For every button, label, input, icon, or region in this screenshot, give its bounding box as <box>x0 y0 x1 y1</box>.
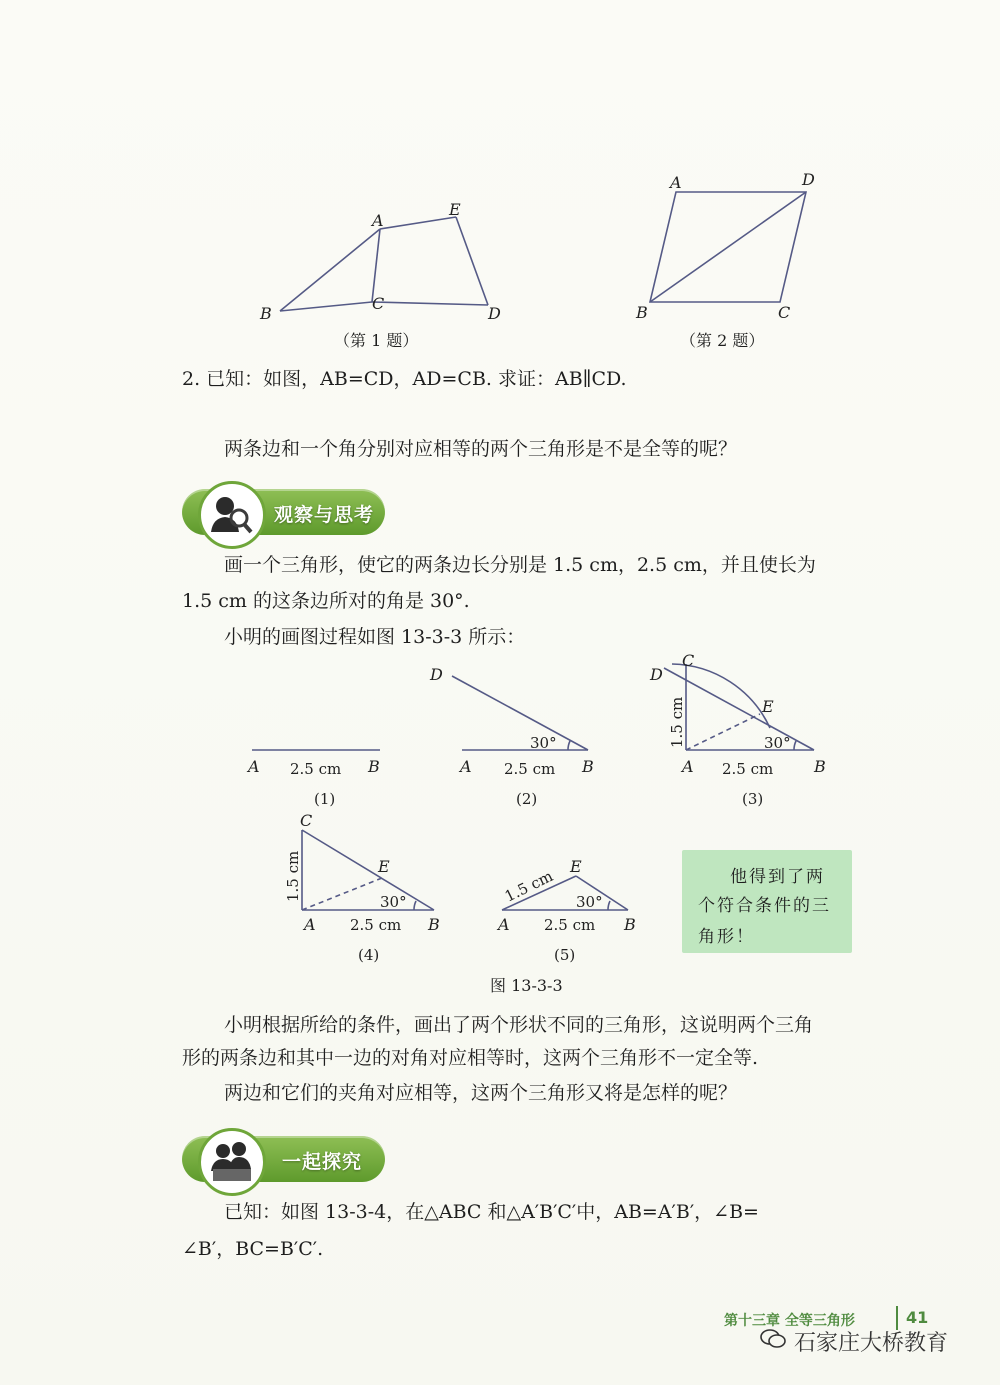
step5-number: (5) <box>554 946 576 964</box>
step4-label-c: C <box>300 811 313 830</box>
fig2-caption: （第 2 题） <box>680 331 765 350</box>
watermark-text: 石家庄大桥教育 <box>794 1331 949 1356</box>
note-line1: 他得到了两 <box>730 867 825 887</box>
para3-line1: 小明根据所给的条件，画出了两个形状不同的三角形，这说明两个三角 <box>224 1014 814 1036</box>
section-banner-observe <box>182 489 385 535</box>
step1-label-b: B <box>368 757 380 776</box>
step1-length: 2.5 cm <box>290 760 342 778</box>
para4-line2: ∠B′，BC=B′C′. <box>182 1238 324 1260</box>
note-line2: 个符合条件的三 <box>698 896 831 916</box>
step5-label-e: E <box>570 857 582 876</box>
figure-exercise-2 <box>630 168 830 328</box>
step2-angle: 30° <box>530 734 557 752</box>
step1-label-a: A <box>248 757 260 776</box>
step5-length-side: 1.5 cm <box>501 866 556 906</box>
step5-label-a: A <box>498 915 510 934</box>
section-banner-explore <box>182 1136 385 1182</box>
exercise-2: 2. 已知：如图，AB=CD，AD=CB. 求证：AB∥CD. <box>182 368 627 390</box>
para4-line1: 已知：如图 13-3-4，在△ABC 和△A′B′C′中，AB=A′B′，∠B= <box>224 1201 759 1223</box>
step4-label-b: B <box>428 915 440 934</box>
step3-angle: 30° <box>764 734 791 752</box>
fig2-label-d: D <box>802 170 815 189</box>
fig1-label-a: A <box>372 211 384 230</box>
magnifier-icon <box>198 481 266 549</box>
group-study-icon <box>198 1128 266 1196</box>
fig1-label-c: C <box>372 294 385 313</box>
step2-number: (2) <box>516 790 538 808</box>
step4-label-e: E <box>378 857 390 876</box>
step3-label-e: E <box>762 697 774 716</box>
para2: 小明的画图过程如图 13-3-3 所示： <box>224 626 526 648</box>
step4-length-side: 1.5 cm <box>284 850 302 902</box>
fig2-label-b: B <box>636 303 648 322</box>
para3-line2: 形的两条边和其中一边的对角对应相等时，这两个三角形不一定全等. <box>182 1047 759 1069</box>
para1-line1: 画一个三角形，使它的两条边长分别是 1.5 cm，2.5 cm，并且使长为 <box>224 554 816 576</box>
section-title-explore: 一起探究 <box>282 1151 363 1173</box>
fig1-label-b: B <box>260 304 272 323</box>
note-box <box>682 850 852 953</box>
figure-exercise-1 <box>240 195 520 330</box>
fig2-label-a: A <box>670 173 682 192</box>
fig1-label-d: D <box>488 304 501 323</box>
step2-length: 2.5 cm <box>504 760 556 778</box>
question-1: 两条边和一个角分别对应相等的两个三角形是不是全等的呢？ <box>224 438 738 460</box>
step4-length-base: 2.5 cm <box>350 916 402 934</box>
step3-number: (3) <box>742 790 764 808</box>
step3-label-b: B <box>814 757 826 776</box>
step5-length-base: 2.5 cm <box>544 916 596 934</box>
step5-angle: 30° <box>576 893 603 911</box>
wechat-icon <box>760 1328 786 1350</box>
step3-label-c: C <box>682 651 695 670</box>
question-2: 两边和它们的夹角对应相等，这两个三角形又将是怎样的呢？ <box>224 1082 738 1104</box>
step3-label-d: D <box>650 665 663 684</box>
step3-label-a: A <box>682 757 694 776</box>
step3-length-base: 2.5 cm <box>722 760 774 778</box>
footer-chapter: 第十三章 全等三角形 <box>724 1313 855 1329</box>
step5-label-b: B <box>624 915 636 934</box>
step2-label-a: A <box>460 757 472 776</box>
fig2-label-c: C <box>778 303 791 322</box>
fig1-caption: （第 1 题） <box>334 331 419 350</box>
fig1-label-e: E <box>449 200 461 219</box>
step4-angle: 30° <box>380 893 407 911</box>
footer-page-number: 41 <box>906 1308 929 1327</box>
step4-number: (4) <box>358 946 380 964</box>
step2-label-b: B <box>582 757 594 776</box>
step4-label-a: A <box>304 915 316 934</box>
step1-number: (1) <box>314 790 336 808</box>
section-title-observe: 观察与思考 <box>274 504 375 526</box>
step2-label-d: D <box>430 665 443 684</box>
figure-caption: 图 13-3-3 <box>490 976 563 995</box>
note-line3: 角形！ <box>698 927 755 947</box>
para1-line2: 1.5 cm 的这条边所对的角是 30°. <box>182 590 470 612</box>
step3-length-side: 1.5 cm <box>668 696 686 748</box>
